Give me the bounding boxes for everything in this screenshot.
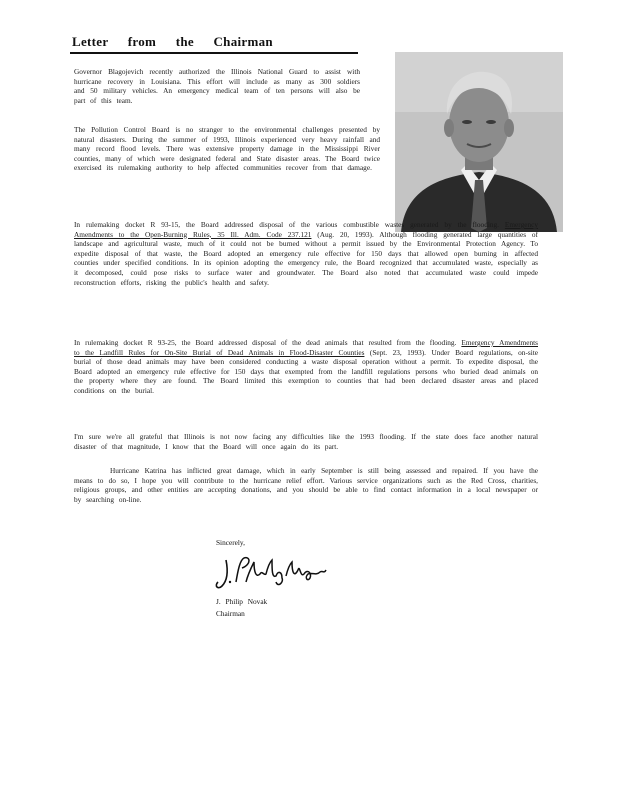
paragraph-dead-animals	[74, 338, 538, 396]
paragraph-katrina: Hurricane Katrina has inflicted great damage, which in early September is still being assessed and repaired. If you have the means to do so, I hope you will contribute to the hurricane relief effort. Various service organizations such as the Red Cross, charities, religious groups, and other entities are accepting donations, and you should be able to find contact information in a local newspaper or by searching on-line.	[74, 466, 538, 504]
dead-animals-body: (Sept. 23, 1993). Under Board regulations, on-site burial of those dead animals may have been considered conducting a waste disposal operation without a permit. To expedite disposal, the Board adopted an emergency rule effective for 150 days that exempted from the landfill regulations persons who buried dead animals on the property where they are found. The Board limited this exemption to counties that had been declared disaster areas and placed conditions on the burial.	[74, 347, 539, 395]
open-burning-body: (Aug. 20, 1993). Although flooding generated large quantities of landscape and agricultural waste, much of it could not be burned without a permit issued by the Environmental Protection Agency. To expedite disposal of that waste, the Board adopted an emergency rule effective for 150 days that allowed open burning in affected counties under specified conditions. In its opinion adopting the emergency rule, the Board recognized that accumulated waste, especially as it decomposed, could pose risks to surface water and groundwater. The Board also noted that accumulated waste could impede reconstruction efforts, risking the public's health and safety.	[74, 229, 538, 287]
signer-title: Chairman	[216, 609, 245, 618]
signature-icon	[212, 552, 328, 592]
signer-name: J. Philip Novak	[216, 597, 268, 606]
open-burning-intro: In rulemaking docket R 93-15, the Board addressed disposal of the various combustible wastes generated by the flooding.	[74, 220, 505, 229]
paragraph-pollution-board: The Pollution Control Board is no stranger to the environmental challenges presented by natural disasters. During the summer of 1993, Illinois experienced very heavy rainfall and many record flood levels. There was extensive property damage in the Mississippi River counties, many of which were designated federal and State disaster areas. The Board twice exercised its rulemaking authority to help affected communities recover from that damage.	[74, 125, 380, 173]
paragraph-gratitude: I'm sure we're all grateful that Illinois is not now facing any difficulties like the 1993 flooding. If the state does face another natural disaster of that magnitude, I know that the Board will once again do its part.	[74, 432, 538, 451]
portrait-photo-icon	[395, 52, 563, 232]
handwritten-signature	[212, 552, 328, 592]
chairman-portrait-photo	[395, 52, 563, 232]
paragraph-national-guard: Governor Blagojevich recently authorized the Illinois National Guard to assist with hurricane recovery in Louisiana. This effort will include as many as 300 soldiers and 50 military vehicles. An emergency medical team of ten persons will also be part of this team.	[74, 67, 360, 105]
open-burning-rule-citation: Emergency Amendments to the Open-Burning Rules, 35 Ill. Adm. Code 237.121	[74, 220, 538, 239]
dead-animals-intro: In rulemaking docket R 93-25, the Board addressed disposal of the dead animals that resulted from the flooding.	[74, 338, 462, 347]
closing-salutation: Sincerely,	[216, 538, 245, 547]
paragraph-open-burning	[74, 220, 538, 287]
dead-animals-rule-citation: Emergency Amendments to the Landfill Rules for On-Site Burial of Dead Animals in Flood-Disaster Counties	[74, 338, 538, 357]
title-underline	[70, 52, 358, 54]
page-title: Letter from the Chairman	[72, 34, 273, 49]
